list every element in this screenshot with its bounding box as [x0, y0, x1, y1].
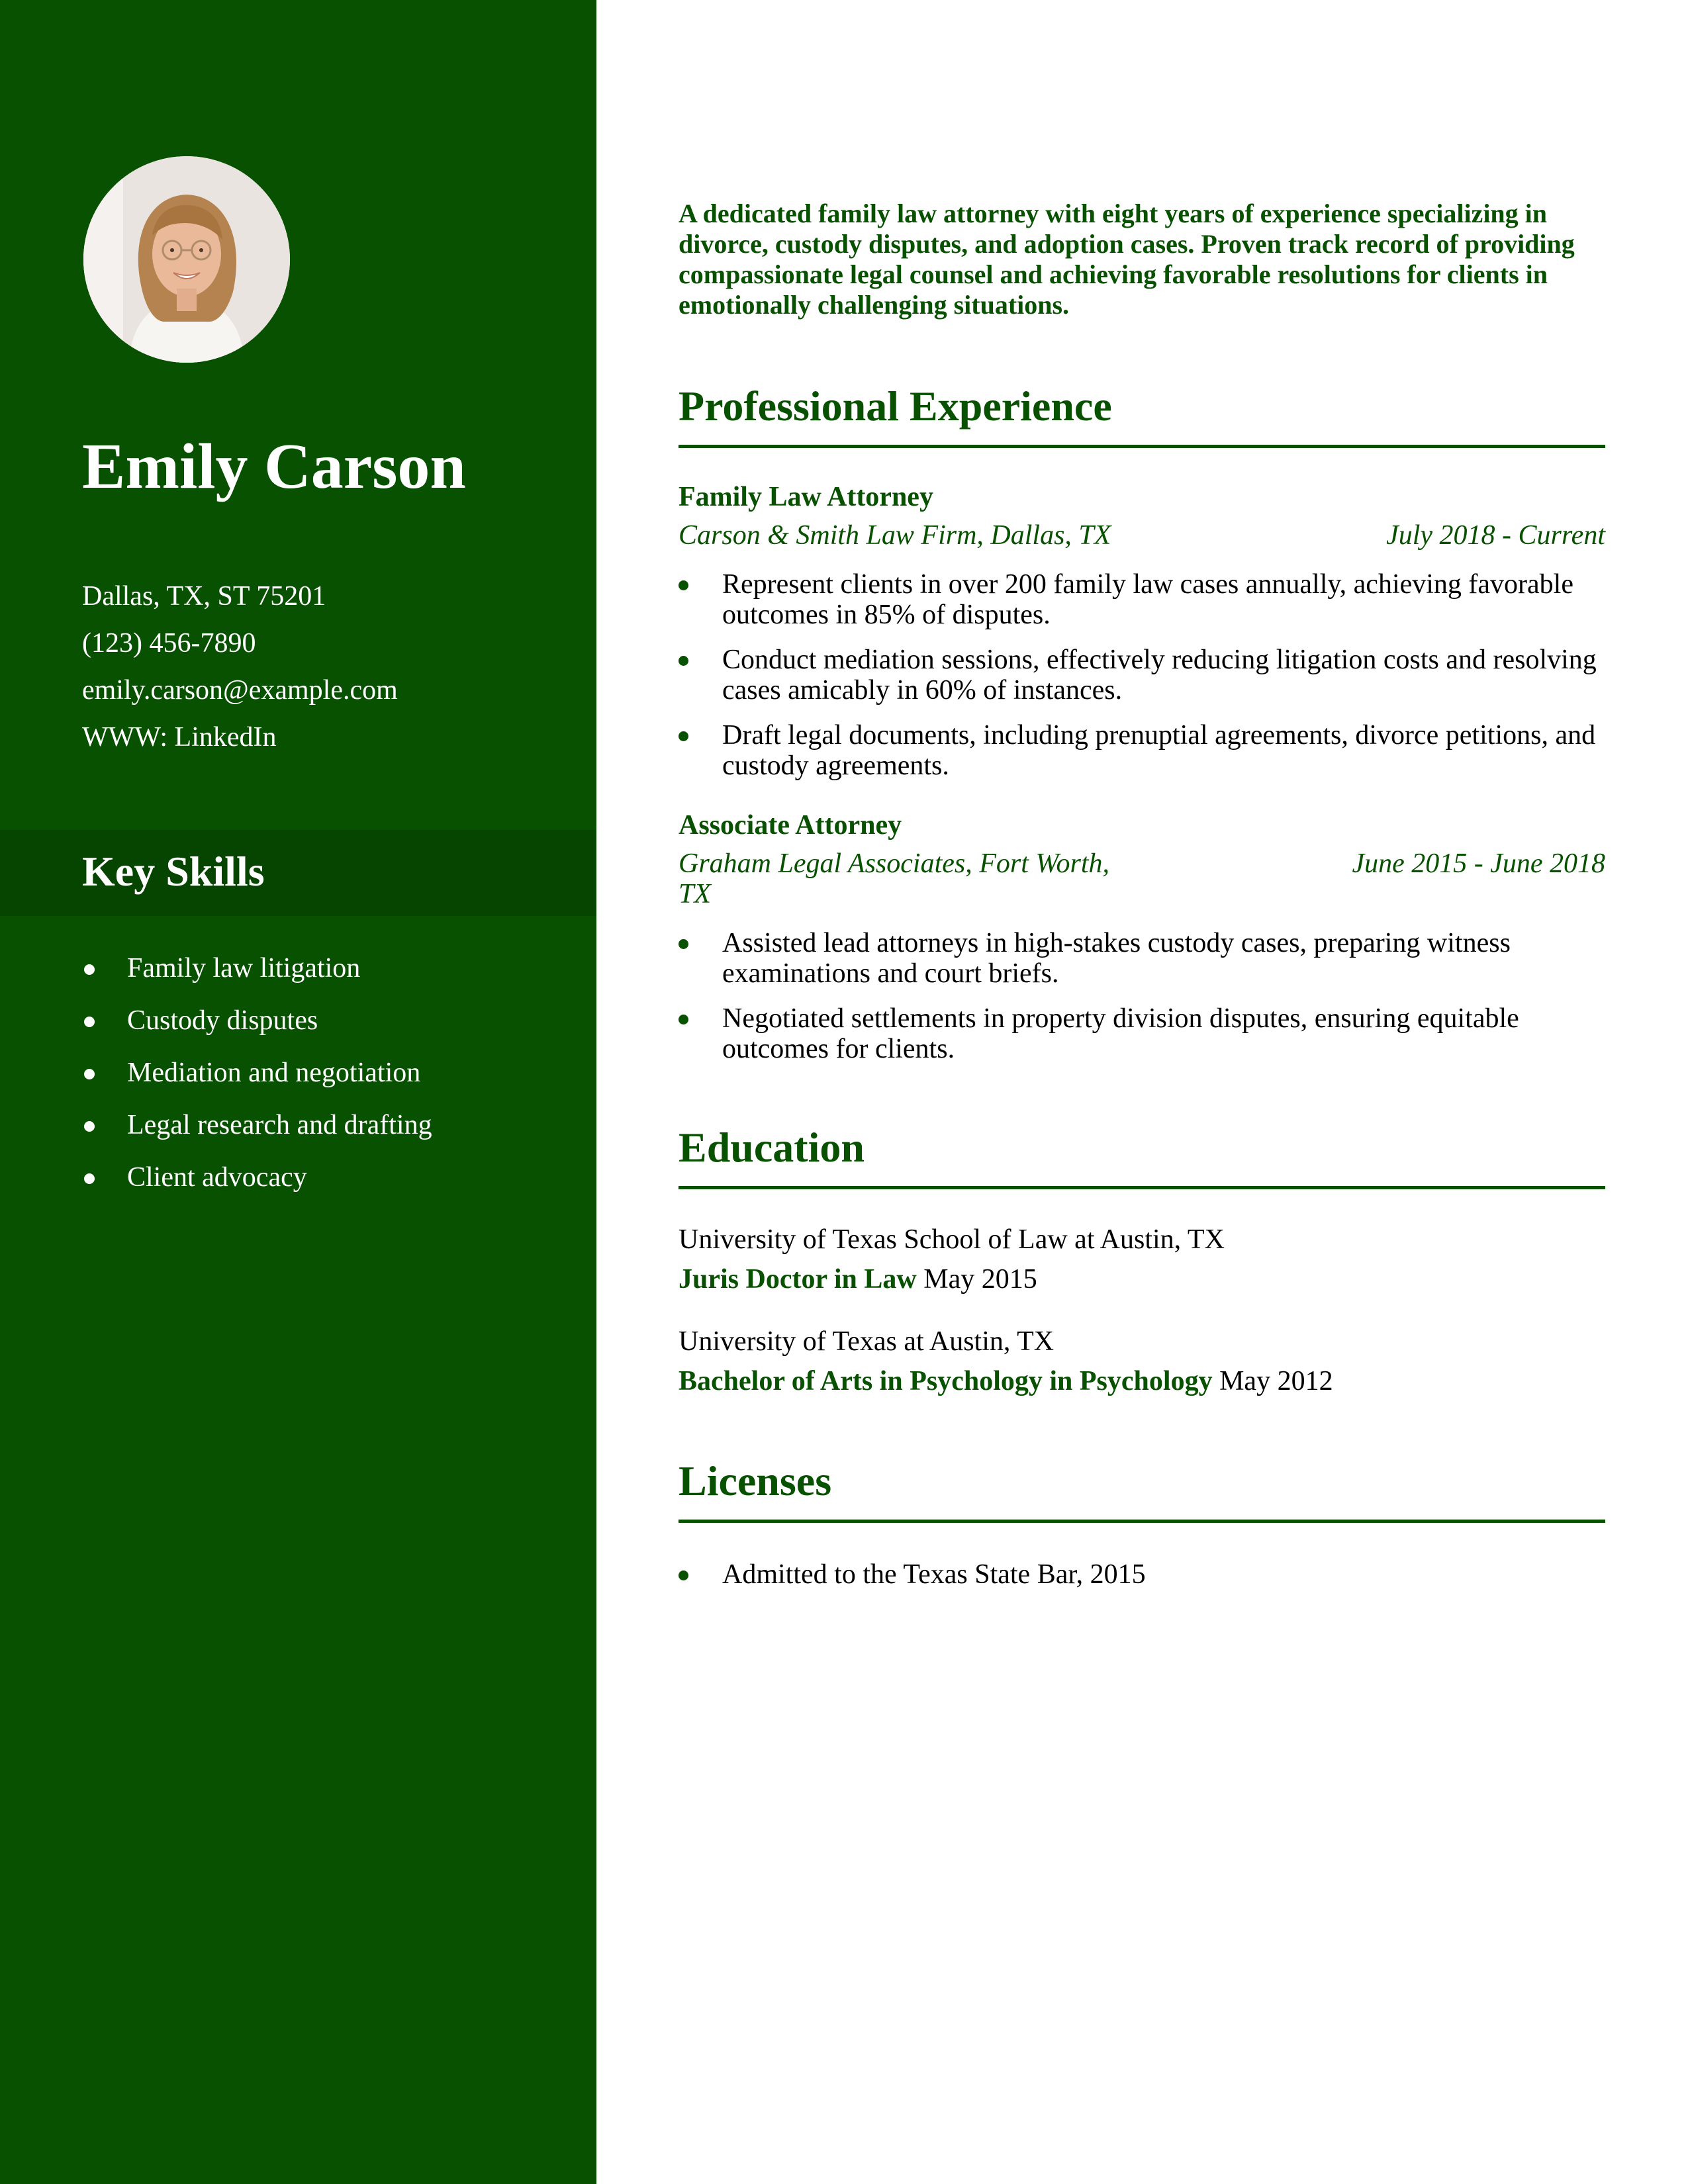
education-school: University of Texas School of Law at Austin, TX — [679, 1224, 1225, 1255]
skills-list — [82, 942, 432, 1204]
job-bullet: Represent clients in over 200 family law cases annually, achieving favorable outcomes in 85% of disputes. — [679, 569, 1605, 630]
job-bullet: Draft legal documents, including prenuptial agreements, divorce petitions, and custody agreements. — [679, 720, 1605, 781]
education-date: May 2012 — [1219, 1366, 1333, 1396]
skills-heading: Key Skills — [82, 848, 265, 895]
job-bullet: Conduct mediation sessions, effectively reducing litigation costs and resolving cases amicably in 60% of instances. — [679, 645, 1605, 705]
job-company: Graham Legal Associates, Fort Worth, TX — [679, 848, 1110, 909]
education-heading: Education — [679, 1126, 1605, 1189]
job-title: Associate Attorney — [679, 810, 902, 841]
job-dates: June 2015 - June 2018 — [1352, 848, 1605, 879]
skill-item: Family law litigation — [82, 942, 432, 995]
professional-summary: A dedicated family law attorney with eight years of experience specializing in divorce, custody disputes, and adoption cases. Proven track record of providing compassionate legal counsel and achieving favorable resolutions for clients in emotionally challenging situations. — [679, 199, 1575, 320]
job-dates: July 2018 - Current — [1386, 520, 1605, 551]
experience-heading: Professional Experience — [679, 385, 1605, 448]
job-title: Family Law Attorney — [679, 482, 933, 512]
skill-item: Mediation and negotiation — [82, 1047, 432, 1099]
skill-item: Legal research and drafting — [82, 1099, 432, 1152]
education-degree-line — [679, 1265, 1037, 1293]
education-date: May 2015 — [923, 1264, 1037, 1295]
license-item: Admitted to the Texas State Bar, 2015 — [679, 1559, 1605, 1590]
sidebar — [0, 0, 596, 2184]
education-school: University of Texas at Austin, TX — [679, 1326, 1055, 1357]
contact-phone: (123) 456-7890 — [82, 628, 256, 659]
education-degree: Bachelor of Arts in Psychology in Psychology — [679, 1366, 1213, 1396]
licenses-heading: Licenses — [679, 1460, 1605, 1523]
education-degree-line — [679, 1367, 1333, 1395]
skill-item: Custody disputes — [82, 995, 432, 1047]
contact-website[interactable]: WWW: LinkedIn — [82, 722, 277, 752]
profile-photo-image — [83, 156, 290, 363]
contact-info — [82, 573, 398, 761]
contact-email[interactable]: emily.carson@example.com — [82, 675, 398, 705]
job-company: Carson & Smith Law Firm, Dallas, TX — [679, 520, 1111, 551]
profile-photo — [83, 156, 290, 363]
education-degree: Juris Doctor in Law — [679, 1264, 917, 1295]
candidate-name: Emily Carson — [82, 431, 466, 502]
contact-address: Dallas, TX, ST 75201 — [82, 581, 326, 612]
job-bullet: Negotiated settlements in property division disputes, ensuring equitable outcomes for clients. — [679, 1003, 1605, 1064]
licenses-list — [679, 1559, 1605, 1604]
skill-item: Client advocacy — [82, 1152, 432, 1204]
job-bullets — [679, 569, 1605, 796]
job-bullet: Assisted lead attorneys in high-stakes custody cases, preparing witness examinations and court briefs. — [679, 928, 1605, 989]
job-bullets — [679, 928, 1605, 1079]
